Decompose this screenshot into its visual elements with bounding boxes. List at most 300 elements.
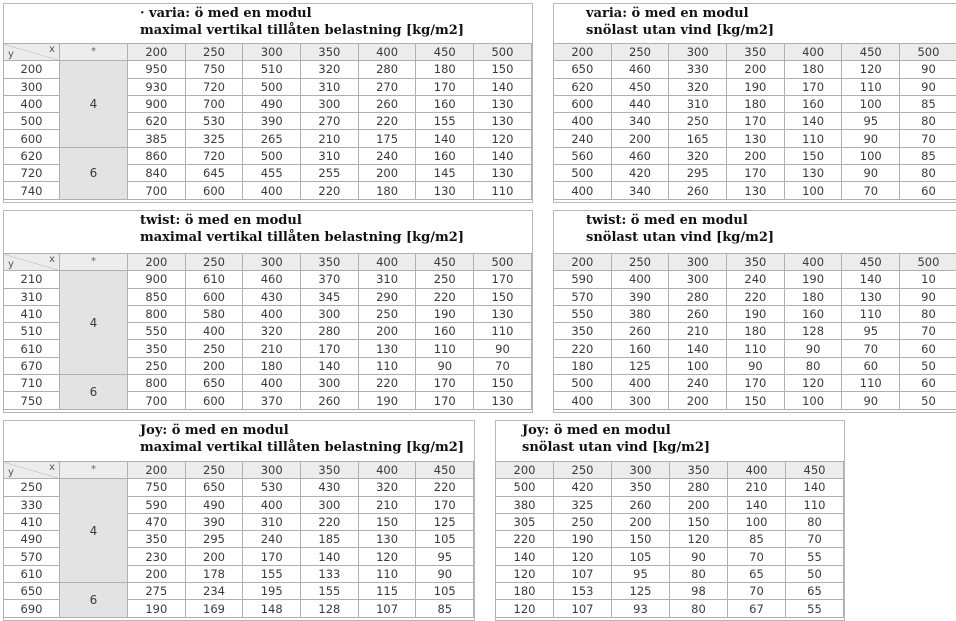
joy-load-value: 128 <box>301 600 359 617</box>
twist-snow-value: 125 <box>611 357 669 374</box>
varia-load-header-row <box>4 44 532 61</box>
joy-load-value: 170 <box>416 496 474 513</box>
twist-snow-value: 590 <box>554 271 612 288</box>
varia-load-value: 130 <box>416 182 474 199</box>
joy-snow-value: 70 <box>728 548 786 565</box>
joy-snow-value: 200 <box>612 513 670 530</box>
varia-load-value: 530 <box>185 113 243 130</box>
varia-load-value: 270 <box>301 113 359 130</box>
joy-load-title-line2: maximal vertikal tillåten belastning [kg/m2] <box>140 439 464 456</box>
twist-row-y-value: 210 <box>4 271 60 288</box>
varia-load-value: 175 <box>358 130 416 147</box>
twist-row-y-value: 310 <box>4 288 60 305</box>
twist-snow-title-line2: snölast utan vind [kg/m2] <box>586 229 774 246</box>
varia-load-value: 210 <box>301 130 359 147</box>
joy-snow-value: 140 <box>728 496 786 513</box>
joy-axis-corner <box>4 462 60 479</box>
joy-load-x-header: 400 <box>358 462 416 479</box>
varia-snow-value: 180 <box>784 61 842 78</box>
varia-snow-table-wrap <box>553 43 956 200</box>
twist-load-value: 300 <box>301 305 359 322</box>
twist-load-value: 210 <box>243 340 301 357</box>
twist-snow-value: 260 <box>669 305 727 322</box>
twist-load-value: 160 <box>416 323 474 340</box>
twist-load-value: 110 <box>358 357 416 374</box>
twist-load-value: 170 <box>416 392 474 409</box>
twist-snow-x-header: 200 <box>554 254 612 271</box>
joy-load-value: 133 <box>301 565 359 582</box>
varia-row-y-value: 300 <box>4 78 60 95</box>
twist-snow-value: 10 <box>900 271 956 288</box>
twist-snow-value: 60 <box>900 375 956 392</box>
varia-load-value: 310 <box>301 78 359 95</box>
joy-snow-value: 140 <box>496 548 554 565</box>
varia-snow-row <box>554 113 956 130</box>
twist-snow-value: 400 <box>554 392 612 409</box>
twist-snow-x-header: 400 <box>784 254 842 271</box>
varia-load-x-header: 300 <box>243 44 301 61</box>
joy-load-value: 115 <box>358 583 416 600</box>
joy-snow-value: 120 <box>496 565 554 582</box>
joy-snow-value: 120 <box>670 531 728 548</box>
joy-load-value: 85 <box>416 600 474 617</box>
joy-load-value: 490 <box>185 496 243 513</box>
joy-load-header-row <box>4 462 474 479</box>
varia-snow-value: 260 <box>669 182 727 199</box>
joy-load-x-header: 300 <box>243 462 301 479</box>
varia-load-value: 455 <box>243 165 301 182</box>
joy-load-value: 470 <box>128 513 186 530</box>
joy-load-value: 200 <box>128 565 186 582</box>
joy-load-title-line1: Joy: ö med en modul <box>140 422 464 439</box>
twist-snow-value: 160 <box>784 305 842 322</box>
twist-snow-x-header: 450 <box>842 254 900 271</box>
varia-axis-y-label: y <box>8 50 14 60</box>
twist-load-value: 600 <box>185 288 243 305</box>
varia-snow-value: 190 <box>727 78 785 95</box>
joy-load-value: 170 <box>243 548 301 565</box>
varia-load-table <box>3 43 532 200</box>
joy-load-value: 105 <box>416 583 474 600</box>
joy-snow-value: 120 <box>554 548 612 565</box>
varia-load-value: 200 <box>358 165 416 182</box>
twist-load-value: 290 <box>358 288 416 305</box>
twist-snow-value: 240 <box>727 271 785 288</box>
twist-snow-value: 180 <box>727 323 785 340</box>
joy-load-value: 300 <box>301 496 359 513</box>
varia-snow-value: 70 <box>900 130 956 147</box>
varia-snow-row <box>554 182 956 199</box>
twist-snow-value: 50 <box>900 357 956 374</box>
joy-snow-header-row <box>496 462 844 479</box>
varia-load-value: 500 <box>243 147 301 164</box>
varia-snow-value: 95 <box>842 113 900 130</box>
varia-load-value: 860 <box>128 147 186 164</box>
twist-snow-x-header: 500 <box>900 254 956 271</box>
varia-snow-header-row <box>554 44 956 61</box>
twist-load-x-header: 300 <box>243 254 301 271</box>
joy-snow-value: 200 <box>670 496 728 513</box>
twist-snow-value: 120 <box>784 375 842 392</box>
varia-load-value: 720 <box>185 147 243 164</box>
varia-snow-value: 200 <box>611 130 669 147</box>
twist-load-value: 110 <box>416 340 474 357</box>
varia-load-x-header: 500 <box>474 44 532 61</box>
joy-snow-x-header: 300 <box>612 462 670 479</box>
joy-axis-y-label: y <box>8 468 14 478</box>
varia-row-y-value: 600 <box>4 130 60 147</box>
twist-load-table <box>3 253 532 410</box>
varia-load-value: 950 <box>128 61 186 78</box>
joy-load-value: 125 <box>416 513 474 530</box>
joy-snow-value: 305 <box>496 513 554 530</box>
twist-snow-value: 390 <box>611 288 669 305</box>
joy-snow-row <box>496 479 844 496</box>
twist-load-value: 300 <box>301 375 359 392</box>
twist-load-value: 260 <box>301 392 359 409</box>
joy-snow-value: 120 <box>496 600 554 617</box>
joy-snow-row <box>496 548 844 565</box>
varia-load-value: 750 <box>185 61 243 78</box>
joy-module-group: 4 <box>60 479 128 583</box>
varia-snow-title-line2: snölast utan vind [kg/m2] <box>586 22 774 39</box>
varia-snow-row <box>554 61 956 78</box>
varia-load-row <box>4 147 532 164</box>
varia-load-value: 325 <box>185 130 243 147</box>
joy-snow-value: 420 <box>554 479 612 496</box>
varia-snow-value: 460 <box>611 147 669 164</box>
varia-snow-value: 130 <box>784 165 842 182</box>
joy-snow-value: 95 <box>612 565 670 582</box>
varia-snow-value: 450 <box>611 78 669 95</box>
joy-snow-value: 190 <box>554 531 612 548</box>
varia-load-value: 140 <box>416 130 474 147</box>
varia-snow-row <box>554 165 956 182</box>
twist-load-value: 150 <box>474 375 532 392</box>
twist-load-x-header: 400 <box>358 254 416 271</box>
twist-load-value: 580 <box>185 305 243 322</box>
twist-load-value: 400 <box>243 375 301 392</box>
varia-snow-value: 600 <box>554 95 612 112</box>
twist-load-value: 220 <box>358 375 416 392</box>
joy-snow-value: 220 <box>496 531 554 548</box>
twist-load-value: 220 <box>416 288 474 305</box>
varia-snow-value: 170 <box>784 78 842 95</box>
varia-load-x-header: 400 <box>358 44 416 61</box>
varia-load-row <box>4 61 532 78</box>
joy-load-x-header: 350 <box>301 462 359 479</box>
varia-snow-title <box>586 5 774 39</box>
joy-snow-title <box>522 422 710 456</box>
twist-snow-value: 190 <box>727 305 785 322</box>
twist-snow-x-header: 250 <box>611 254 669 271</box>
joy-snow-x-header: 400 <box>728 462 786 479</box>
varia-snow-x-header: 300 <box>669 44 727 61</box>
joy-load-x-header: 450 <box>416 462 474 479</box>
varia-load-value: 280 <box>358 61 416 78</box>
varia-snow-value: 200 <box>727 147 785 164</box>
twist-load-value: 370 <box>243 392 301 409</box>
varia-snow-value: 200 <box>727 61 785 78</box>
varia-snow-value: 620 <box>554 78 612 95</box>
twist-snow-title <box>586 212 774 246</box>
twist-load-value: 170 <box>474 271 532 288</box>
twist-snow-value: 50 <box>900 392 956 409</box>
joy-load-x-header: 200 <box>128 462 186 479</box>
varia-load-value: 265 <box>243 130 301 147</box>
joy-load-value: 169 <box>185 600 243 617</box>
varia-load-value: 130 <box>474 165 532 182</box>
varia-snow-value: 85 <box>900 95 956 112</box>
twist-load-x-header: 500 <box>474 254 532 271</box>
twist-load-value: 345 <box>301 288 359 305</box>
varia-load-value: 720 <box>185 78 243 95</box>
joy-star-header: * <box>60 462 128 479</box>
twist-row-y-value: 750 <box>4 392 60 409</box>
varia-load-value: 180 <box>358 182 416 199</box>
twist-load-value: 190 <box>358 392 416 409</box>
joy-load-value: 350 <box>128 531 186 548</box>
twist-load-title <box>140 212 464 246</box>
twist-load-title-line1: twist: ö med en modul <box>140 212 464 229</box>
joy-snow-row <box>496 531 844 548</box>
varia-snow-value: 440 <box>611 95 669 112</box>
twist-row-y-value: 410 <box>4 305 60 322</box>
twist-load-value: 800 <box>128 305 186 322</box>
varia-load-value: 160 <box>416 147 474 164</box>
twist-load-x-header: 350 <box>301 254 359 271</box>
joy-load-value: 105 <box>416 531 474 548</box>
twist-snow-value: 128 <box>784 323 842 340</box>
joy-snow-value: 500 <box>496 479 554 496</box>
twist-snow-value: 100 <box>669 357 727 374</box>
varia-snow-row <box>554 78 956 95</box>
twist-snow-value: 110 <box>727 340 785 357</box>
joy-row-y-value: 410 <box>4 513 60 530</box>
joy-snow-x-header: 250 <box>554 462 612 479</box>
joy-snow-value: 90 <box>670 548 728 565</box>
twist-load-value: 280 <box>301 323 359 340</box>
twist-axis-x-label: x <box>49 255 55 265</box>
twist-snow-value: 400 <box>611 271 669 288</box>
varia-load-value: 385 <box>128 130 186 147</box>
varia-load-value: 490 <box>243 95 301 112</box>
varia-snow-value: 130 <box>727 130 785 147</box>
joy-load-value: 130 <box>358 531 416 548</box>
varia-row-y-value: 740 <box>4 182 60 199</box>
twist-load-value: 550 <box>128 323 186 340</box>
twist-snow-title-line1: twist: ö med en modul <box>586 212 774 229</box>
joy-snow-title-line2: snölast utan vind [kg/m2] <box>522 439 710 456</box>
joy-load-value: 90 <box>416 565 474 582</box>
varia-snow-value: 90 <box>900 61 956 78</box>
varia-load-value: 510 <box>243 61 301 78</box>
joy-snow-value: 55 <box>786 548 844 565</box>
twist-snow-table <box>553 253 956 410</box>
twist-snow-value: 350 <box>554 323 612 340</box>
twist-snow-value: 240 <box>669 375 727 392</box>
varia-load-value: 130 <box>474 113 532 130</box>
twist-load-value: 250 <box>416 271 474 288</box>
joy-load-value: 590 <box>128 496 186 513</box>
twist-snow-value: 60 <box>900 340 956 357</box>
joy-load-value: 310 <box>243 513 301 530</box>
joy-load-title <box>140 422 464 456</box>
twist-load-value: 460 <box>243 271 301 288</box>
joy-load-value: 210 <box>358 496 416 513</box>
joy-snow-x-header: 200 <box>496 462 554 479</box>
joy-load-value: 650 <box>185 479 243 496</box>
twist-snow-row <box>554 357 956 374</box>
joy-snow-value: 70 <box>728 583 786 600</box>
joy-load-value: 155 <box>301 583 359 600</box>
twist-snow-value: 110 <box>842 375 900 392</box>
joy-load-value: 195 <box>243 583 301 600</box>
joy-load-value: 220 <box>416 479 474 496</box>
joy-load-value: 320 <box>358 479 416 496</box>
varia-load-x-header: 250 <box>185 44 243 61</box>
joy-snow-x-header: 350 <box>670 462 728 479</box>
joy-snow-table <box>495 461 844 618</box>
twist-snow-value: 130 <box>842 288 900 305</box>
joy-load-value: 110 <box>358 565 416 582</box>
joy-row-y-value: 330 <box>4 496 60 513</box>
varia-snow-value: 120 <box>842 61 900 78</box>
varia-snow-value: 330 <box>669 61 727 78</box>
twist-load-value: 400 <box>243 305 301 322</box>
varia-axis-corner <box>4 44 60 61</box>
twist-load-x-header: 250 <box>185 254 243 271</box>
varia-load-table-wrap <box>3 43 532 200</box>
joy-snow-value: 105 <box>612 548 670 565</box>
varia-snow-value: 90 <box>842 130 900 147</box>
twist-snow-value: 570 <box>554 288 612 305</box>
varia-snow-title-line1: varia: ö med en modul <box>586 5 774 22</box>
varia-load-value: 110 <box>474 182 532 199</box>
twist-load-header-row <box>4 254 532 271</box>
twist-load-value: 310 <box>358 271 416 288</box>
varia-snow-value: 420 <box>611 165 669 182</box>
varia-load-value: 220 <box>358 113 416 130</box>
varia-snow-value: 295 <box>669 165 727 182</box>
joy-snow-table-wrap <box>495 461 844 618</box>
joy-snow-title-line1: Joy: ö med en modul <box>522 422 710 439</box>
varia-snow-value: 100 <box>842 95 900 112</box>
varia-snow-x-header: 500 <box>900 44 956 61</box>
joy-snow-value: 260 <box>612 496 670 513</box>
joy-snow-row <box>496 513 844 530</box>
twist-load-x-header: 450 <box>416 254 474 271</box>
varia-snow-value: 165 <box>669 130 727 147</box>
varia-load-value: 840 <box>128 165 186 182</box>
twist-snow-value: 180 <box>554 357 612 374</box>
varia-snow-value: 340 <box>611 113 669 130</box>
varia-row-y-value: 400 <box>4 95 60 112</box>
varia-snow-value: 110 <box>784 130 842 147</box>
twist-snow-value: 90 <box>784 340 842 357</box>
twist-snow-value: 70 <box>842 340 900 357</box>
varia-load-title-line2: maximal vertikal tillåten belastning [kg/m2] <box>140 22 464 39</box>
twist-snow-value: 180 <box>784 288 842 305</box>
joy-row-y-value: 650 <box>4 583 60 600</box>
varia-snow-value: 340 <box>611 182 669 199</box>
varia-load-value: 500 <box>243 78 301 95</box>
twist-snow-value: 140 <box>669 340 727 357</box>
varia-load-value: 260 <box>358 95 416 112</box>
twist-snow-value: 170 <box>727 375 785 392</box>
twist-snow-value: 100 <box>784 392 842 409</box>
varia-snow-value: 60 <box>900 182 956 199</box>
varia-row-y-value: 200 <box>4 61 60 78</box>
varia-load-value: 400 <box>243 182 301 199</box>
joy-load-value: 234 <box>185 583 243 600</box>
twist-load-value: 90 <box>474 340 532 357</box>
varia-load-value: 130 <box>474 95 532 112</box>
varia-load-value: 310 <box>301 147 359 164</box>
twist-snow-value: 150 <box>727 392 785 409</box>
varia-snow-table <box>553 43 956 200</box>
twist-snow-value: 80 <box>900 305 956 322</box>
twist-snow-value: 70 <box>900 323 956 340</box>
varia-snow-value: 240 <box>554 130 612 147</box>
twist-load-value: 190 <box>416 305 474 322</box>
joy-snow-value: 55 <box>786 600 844 617</box>
joy-snow-value: 100 <box>728 513 786 530</box>
joy-load-value: 295 <box>185 531 243 548</box>
varia-load-value: 180 <box>416 61 474 78</box>
varia-snow-value: 80 <box>900 165 956 182</box>
twist-snow-value: 500 <box>554 375 612 392</box>
varia-load-value: 145 <box>416 165 474 182</box>
varia-snow-x-header: 400 <box>784 44 842 61</box>
joy-snow-value: 98 <box>670 583 728 600</box>
varia-snow-value: 400 <box>554 182 612 199</box>
joy-load-value: 150 <box>358 513 416 530</box>
varia-load-value: 620 <box>128 113 186 130</box>
joy-snow-value: 150 <box>670 513 728 530</box>
joy-load-table-wrap <box>3 461 474 618</box>
joy-snow-value: 107 <box>554 565 612 582</box>
twist-snow-value: 90 <box>727 357 785 374</box>
joy-snow-value: 80 <box>670 600 728 617</box>
twist-snow-row <box>554 323 956 340</box>
varia-star-header: * <box>60 44 128 61</box>
twist-snow-value: 550 <box>554 305 612 322</box>
twist-snow-value: 400 <box>611 375 669 392</box>
varia-snow-value: 100 <box>842 147 900 164</box>
twist-snow-x-header: 350 <box>727 254 785 271</box>
varia-load-x-header: 350 <box>301 44 359 61</box>
varia-row-y-value: 620 <box>4 147 60 164</box>
varia-snow-value: 170 <box>727 113 785 130</box>
joy-load-x-header: 250 <box>185 462 243 479</box>
twist-row-y-value: 670 <box>4 357 60 374</box>
joy-load-value: 185 <box>301 531 359 548</box>
varia-snow-value: 650 <box>554 61 612 78</box>
joy-snow-value: 140 <box>786 479 844 496</box>
varia-load-title-line1: · varia: ö med en modul <box>140 5 464 22</box>
varia-snow-value: 100 <box>784 182 842 199</box>
twist-module-group: 6 <box>60 375 128 410</box>
joy-load-value: 240 <box>243 531 301 548</box>
twist-snow-row <box>554 271 956 288</box>
varia-snow-value: 500 <box>554 165 612 182</box>
varia-module-group: 6 <box>60 147 128 199</box>
varia-snow-value: 320 <box>669 147 727 164</box>
joy-snow-value: 70 <box>786 531 844 548</box>
joy-snow-value: 65 <box>728 565 786 582</box>
twist-axis-corner <box>4 254 60 271</box>
